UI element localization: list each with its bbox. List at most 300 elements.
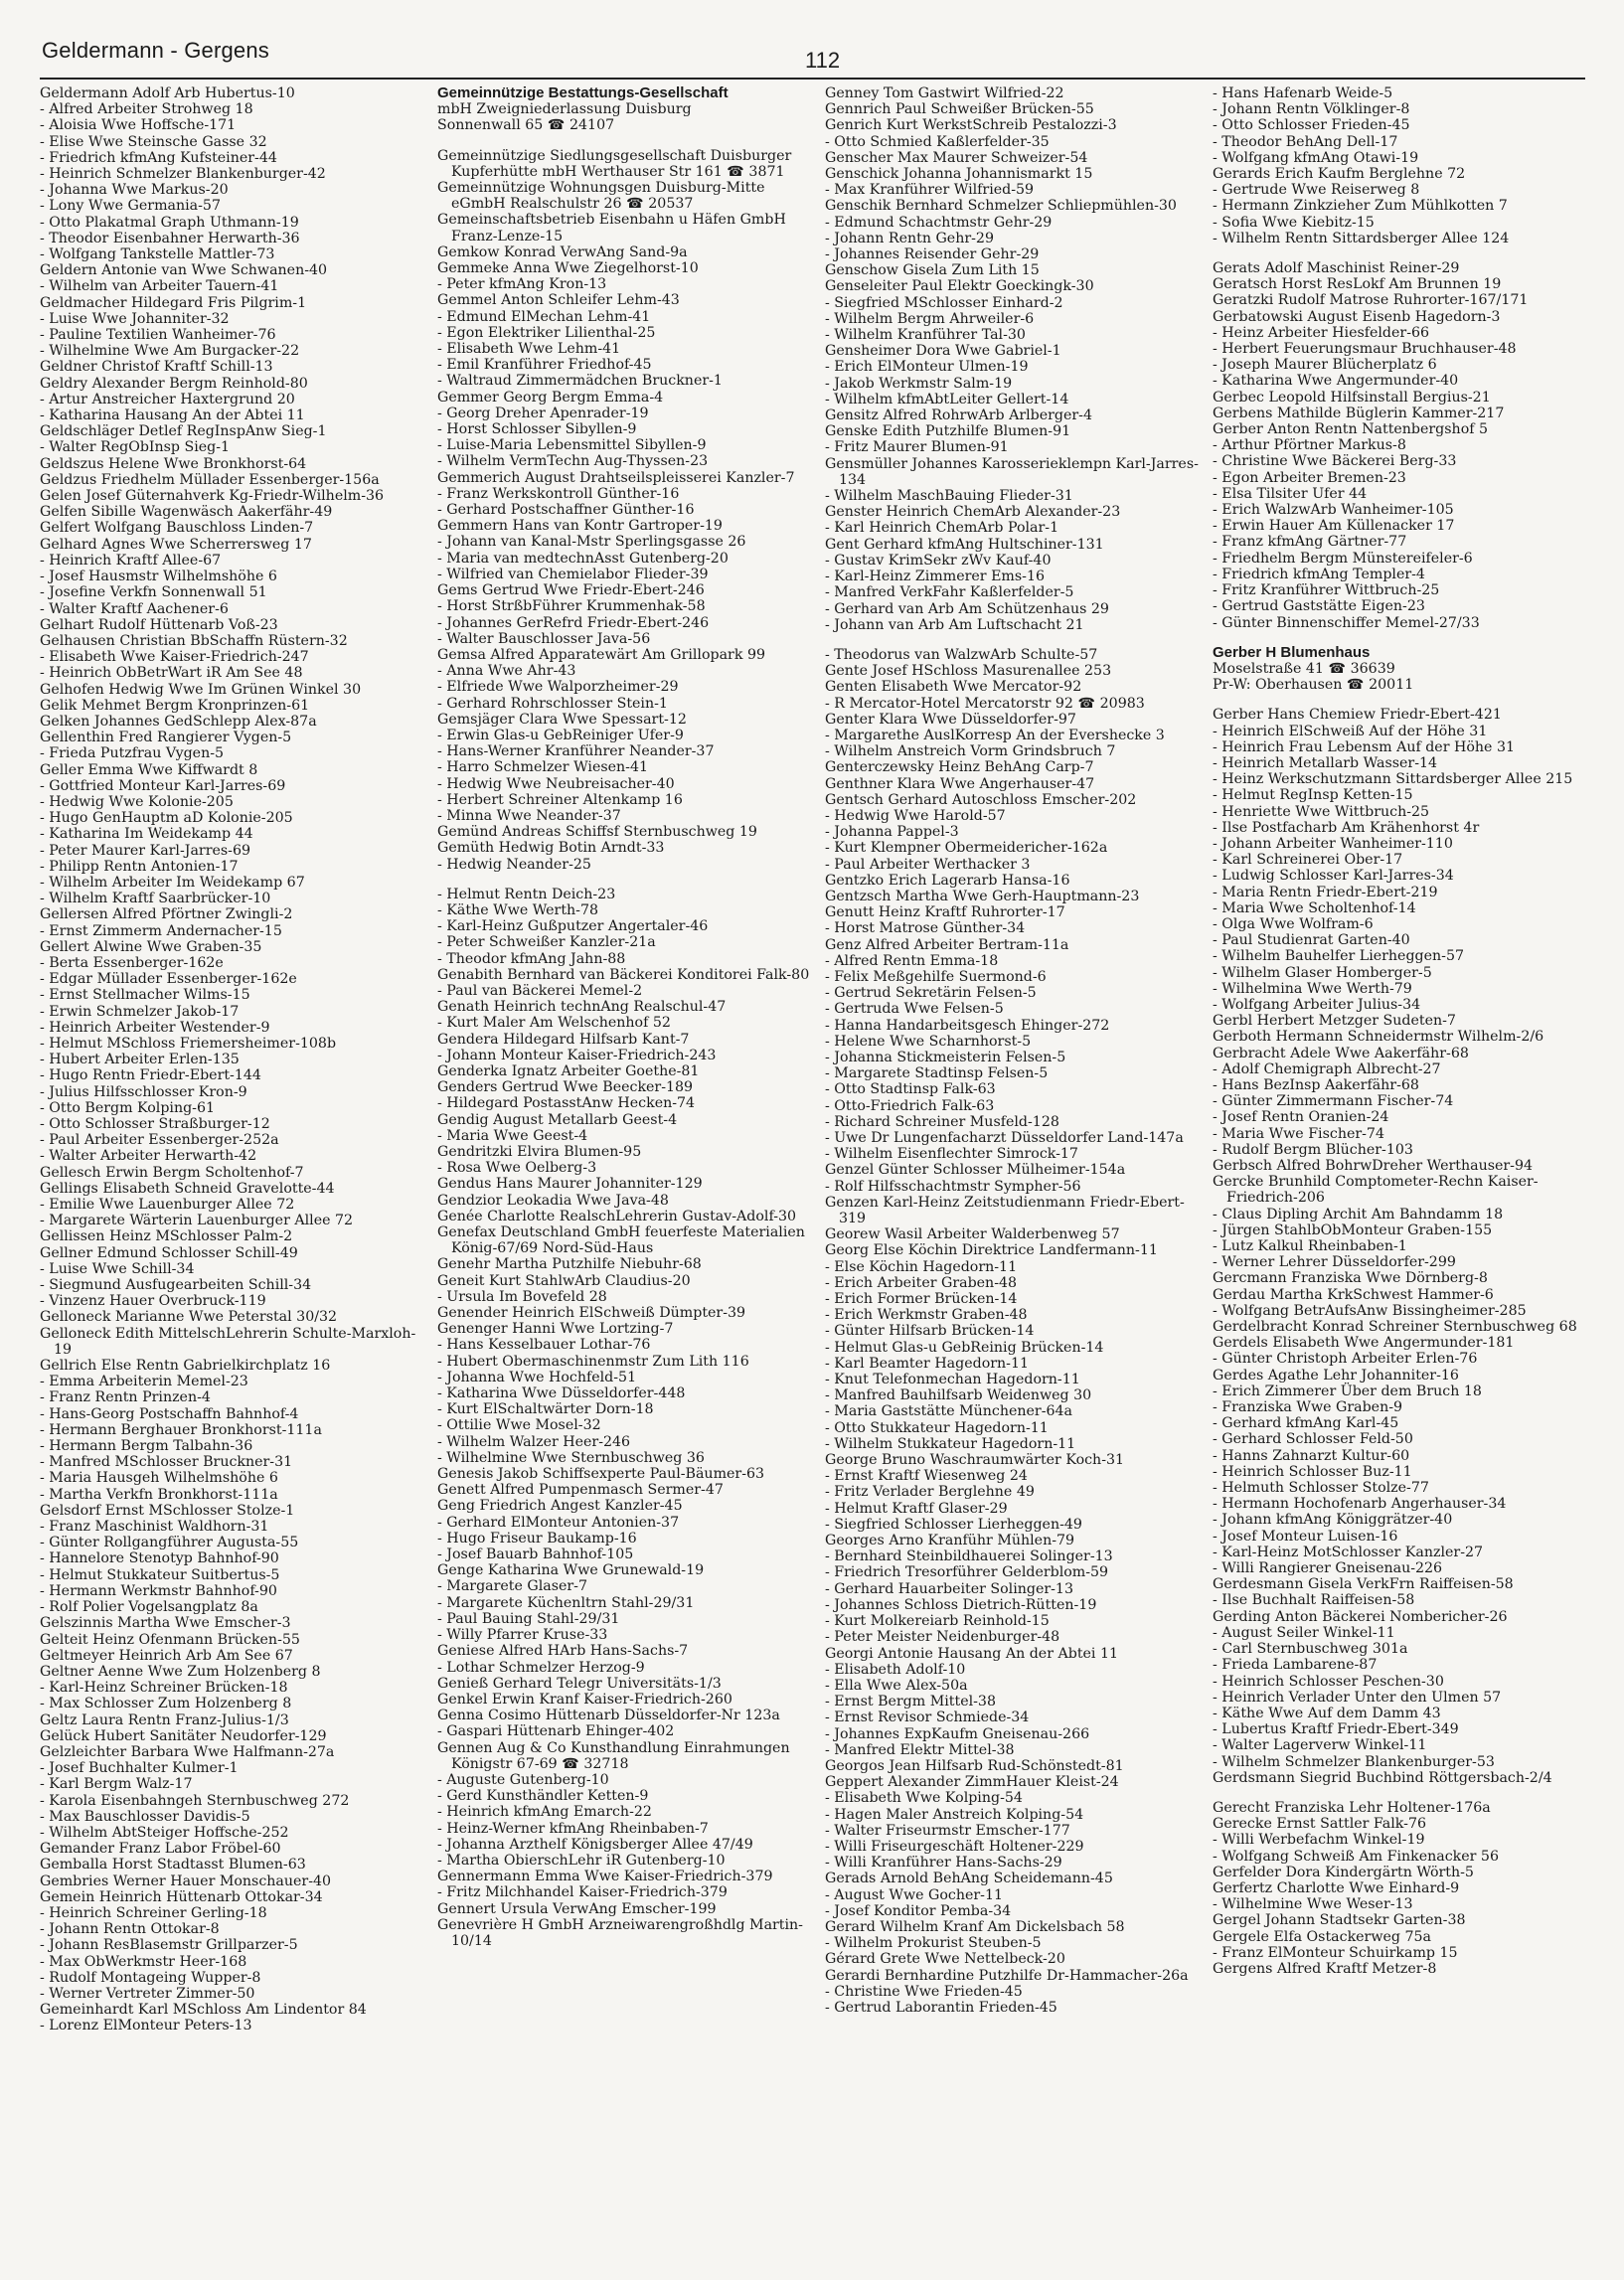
directory-entry: Genna Cosimo Hüttenarb Düsseldorfer-Nr 123a: [437, 1708, 780, 1724]
directory-entry: - Friedhelm Bergm Münstereifeler-6: [1213, 550, 1473, 567]
directory-entry: Gerbsch Alfred BohrwDreher Werthauser-94: [1213, 1158, 1534, 1174]
directory-entry: - Margarete Glaser-7: [437, 1578, 588, 1595]
directory-entry: - Peter kfmAng Kron-13: [437, 276, 607, 293]
directory-entry: Gerbl Herbert Metzger Sudeten-7: [1213, 1013, 1456, 1030]
directory-entry: - Walter Friseurmstr Emscher-177: [825, 1822, 1070, 1839]
directory-entry: - Maria Rentn Friedr-Ebert-219: [1213, 884, 1438, 900]
directory-entry: - Kurt ElSchaltwärter Dorn-18: [437, 1401, 654, 1418]
directory-entry: - Maria Wwe Fischer-74: [1213, 1125, 1384, 1142]
directory-entry: Moselstraße 41 ☎ 36639: [1213, 660, 1395, 677]
directory-entry: - Wilhelmine Wwe Weser-13: [1213, 1896, 1413, 1913]
directory-entry: Georgi Antonie Hausang An der Abtei 11: [825, 1645, 1119, 1662]
directory-entry: Gerdsmann Siegrid Buchbind Röttgersbach-2/4: [1213, 1769, 1552, 1786]
directory-entry: - Walter Arbeiter Herwarth-42: [40, 1148, 257, 1165]
directory-entry: Genthner Klara Wwe Angerhauser-47: [825, 775, 1095, 792]
directory-entry: - Rudolf Bergm Blücher-103: [1213, 1141, 1413, 1158]
directory-entry: - Heinrich ObBetrWart iR Am See 48: [40, 665, 303, 682]
directory-entry: Gemmerich August Drahtseilspleisserei Kanzler-7: [437, 469, 795, 486]
directory-entry: - Margarethe AuslKorresp An der Evershecke 3: [825, 727, 1165, 743]
directory-entry: Pr-W: Oberhausen ☎ 20011: [1213, 677, 1414, 694]
directory-entry: Genge Katharina Wwe Grunewald-19: [437, 1562, 705, 1579]
directory-entry: - Hugo GenHauptm aD Kolonie-205: [40, 810, 293, 827]
directory-entry: - Wilhelm Anstreich Vorm Grindsbruch 7: [825, 743, 1116, 760]
directory-entry: - Helene Wwe Scharnhorst-5: [825, 1033, 1032, 1050]
directory-entry: - Heinrich kfmAng Emarch-22: [437, 1804, 652, 1821]
directory-entry: - Otto Schlosser Frieden-45: [1213, 117, 1410, 134]
directory-entry: - Max Schlosser Zum Holzenberg 8: [40, 1696, 292, 1712]
directory-entry: - Wilhelm Glaser Homberger-5: [1213, 964, 1432, 981]
directory-entry: - August Wwe Gocher-11: [825, 1886, 1004, 1903]
directory-entry: Gemeinhardt Karl MSchloss Am Lindentor 84: [40, 2002, 367, 2019]
directory-entry: Genath Heinrich technAng Realschul-47: [437, 999, 727, 1016]
directory-entry: - Gertrud Gaststätte Eigen-23: [1213, 598, 1425, 615]
directory-entry: - Wolfgang Schweiß Am Finkenacker 56: [1213, 1848, 1499, 1865]
directory-entry: - Harro Schmelzer Wiesen-41: [437, 759, 649, 776]
directory-entry: - Lubertus Kraftf Friedr-Ebert-349: [1213, 1721, 1459, 1738]
directory-entry: - Richard Schreiner Musfeld-128: [825, 1113, 1059, 1130]
directory-entry: - Heinrich ElSchweiß Auf der Höhe 31: [1213, 723, 1488, 739]
directory-entry: - Karl Bergm Walz-17: [40, 1776, 193, 1793]
directory-entry: Genders Gertrud Wwe Beecker-189: [437, 1079, 694, 1096]
directory-entry: - Auguste Gutenberg-10: [437, 1771, 609, 1788]
directory-entry: Gerards Erich Kaufm Berglehne 72: [1213, 166, 1466, 183]
column-3: [825, 85, 1208, 2267]
directory-entry: - Willi Kranführer Hans-Sachs-29: [825, 1855, 1062, 1872]
directory-entry: - Karl-Heinz Gußputzer Angertaler-46: [437, 918, 709, 935]
directory-entry: - Johann ResBlasemstr Grillparzer-5: [40, 1937, 298, 1954]
directory-entry: Gemeinnützige Siedlungsgesellschaft Duisburger Kupferhütte mbH Werthauser Str 161 ☎ 3871: [437, 147, 796, 180]
directory-entry: Genterczewsky Heinz BehAng Carp-7: [825, 759, 1094, 776]
directory-entry: - Ernst Bergm Mittel-38: [825, 1694, 996, 1710]
directory-entry: - Günter Zimmermann Fischer-74: [1213, 1093, 1454, 1110]
directory-entry: Gérard Grete Wwe Nettelbeck-20: [825, 1951, 1065, 1968]
directory-entry: - Hugo Rentn Friedr-Ebert-144: [40, 1067, 261, 1084]
directory-entry: - Hedwig Wwe Harold-57: [825, 807, 1006, 824]
directory-entry: Genzen Karl-Heinz Zeitstudienmann Friedr-Ebert-319: [825, 1194, 1185, 1227]
directory-entry: - Hans-Werner Kranführer Neander-37: [437, 743, 715, 760]
directory-entry: Geldry Alexander Bergm Reinhold-80: [40, 375, 308, 392]
directory-entry: Gembries Werner Hauer Monschauer-40: [40, 1873, 332, 1889]
directory-entry: - Maria Hausgeh Wilhelmshöhe 6: [40, 1470, 278, 1487]
directory-entry: - Karola Eisenbahngeh Sternbuschweg 272: [40, 1792, 350, 1809]
directory-entry: - Käthe Wwe Auf dem Damm 43: [1213, 1705, 1441, 1721]
directory-entry: - Erich Werkmstr Graben-48: [825, 1307, 1028, 1324]
directory-entry: - Hedwig Neander-25: [437, 856, 591, 873]
directory-entry: - Josef Buchhalter Kulmer-1: [40, 1760, 239, 1777]
directory-entry: Gemmeke Anna Wwe Ziegelhorst-10: [437, 260, 699, 277]
directory-entry: - Else Köchin Hagedorn-11: [825, 1258, 1018, 1275]
directory-entry: Genée Charlotte RealschLehrerin Gustav-Adolf-30: [437, 1208, 797, 1224]
directory-entry: - Claus Dipling Archit Am Bahndamm 18: [1213, 1206, 1504, 1222]
directory-entry: Gelik Mehmet Bergm Kronprinzen-61: [40, 697, 310, 714]
directory-entry: Gerats Adolf Maschinist Reiner-29: [1213, 260, 1460, 277]
directory-entry: - Philipp Rentn Antonien-17: [40, 858, 239, 875]
directory-entry: - Elise Wwe Steinsche Gasse 32: [40, 133, 267, 150]
entry-gap: [1213, 693, 1590, 707]
directory-entry: - Johannes ExpKaufm Gneisenau-266: [825, 1725, 1090, 1742]
directory-entry: Georges Arno Kranführ Mühlen-79: [825, 1533, 1075, 1549]
directory-entry: - Heinrich Schlosser Buz-11: [1213, 1463, 1412, 1480]
directory-entry: - Luise-Maria Lebensmittel Sibyllen-9: [437, 437, 707, 454]
directory-entry: - Günter Hilfsarb Brücken-14: [825, 1323, 1035, 1340]
directory-entry: - Gerhard Hauarbeiter Solinger-13: [825, 1580, 1073, 1597]
directory-entry: - Johannes GerRefrd Friedr-Ebert-246: [437, 614, 710, 631]
directory-entry: - Maria Gaststätte Münchener-64a: [825, 1403, 1073, 1420]
directory-entry: Gelück Hubert Sanitäter Neudorfer-129: [40, 1727, 327, 1744]
directory-entry: - Peter Schweißer Kanzler-21a: [437, 934, 656, 951]
directory-entry: - Karl Schreinerei Ober-17: [1213, 852, 1403, 869]
directory-entry: - Karl-Heinz MotSchlosser Kanzler-27: [1213, 1544, 1484, 1560]
directory-entry: - Artur Anstreicher Haxtergrund 20: [40, 391, 295, 407]
directory-entry: - Waltraud Zimmermädchen Bruckner-1: [437, 373, 723, 390]
directory-entry: - Hermann Hochofenarb Angerhauser-34: [1213, 1496, 1507, 1513]
directory-entry: Gelken Johannes GedSchlepp Alex-87a: [40, 713, 317, 730]
directory-entry: Gendus Hans Maurer Johanniter-129: [437, 1176, 703, 1193]
directory-entry: - Elisabeth Wwe Kaiser-Friedrich-247: [40, 649, 309, 666]
directory-entry: - Willi Friseurgeschäft Holtener-229: [825, 1838, 1084, 1855]
directory-entry: - Gustav KrimSekr zWv Kauf-40: [825, 552, 1052, 569]
directory-entry: Genschow Gisela Zum Lith 15: [825, 262, 1040, 279]
directory-entry: - Edmund ElMechan Lehm-41: [437, 308, 651, 325]
directory-entry: Gemander Franz Labor Fröbel-60: [40, 1841, 281, 1858]
directory-entry: Georgos Jean Hilfsarb Rud-Schönstedt-81: [825, 1757, 1124, 1774]
directory-entry: Gendig August Metallarb Geest-4: [437, 1111, 678, 1128]
directory-entry: - Franz Rentn Prinzen-4: [40, 1389, 211, 1406]
directory-entry: - Peter Maurer Karl-Jarres-69: [40, 842, 250, 859]
directory-entry: Genseleiter Paul Elektr Goeckingk-30: [825, 278, 1094, 295]
directory-entry: - Heinrich Schmelzer Blankenburger-42: [40, 166, 326, 183]
directory-entry: Gendera Hildegard Hilfsarb Kant-7: [437, 1031, 690, 1048]
directory-entry: - Egon Elektriker Lilienthal-25: [437, 324, 656, 341]
directory-entry: Genesis Jakob Schiffsexperte Paul-Bäumer-63: [437, 1466, 765, 1483]
directory-entry: - Knut Telefonmechan Hagedorn-11: [825, 1372, 1080, 1388]
directory-entry: Georg Else Köchin Direktrice Landfermann-11: [825, 1242, 1158, 1259]
directory-entry: - Hans Hafenarb Weide-5: [1213, 85, 1393, 101]
directory-entry: Gems Gertrud Wwe Friedr-Ebert-246: [437, 582, 705, 599]
directory-entry: - Manfred MSchlosser Bruckner-31: [40, 1454, 293, 1471]
directory-entry: mbH Zweigniederlassung Duisburg: [437, 101, 692, 118]
directory-entry: - Carl Sternbuschweg 301a: [1213, 1641, 1408, 1658]
directory-entry: - Josef Rentn Oranien-24: [1213, 1109, 1389, 1126]
directory-entry: Gellissen Heinz MSchlosser Palm-2: [40, 1228, 293, 1245]
directory-entry: - Paul Bauing Stahl-29/31: [437, 1610, 620, 1627]
directory-entry: - Wilhelm MaschBauing Flieder-31: [825, 488, 1073, 505]
directory-entry: - Fritz Milchhandel Kaiser-Friedrich-379: [437, 1884, 728, 1901]
directory-entry: - Katharina Hausang An der Abtei 11: [40, 407, 305, 424]
directory-entry: - Friedrich kfmAng Kufsteiner-44: [40, 149, 277, 166]
directory-entry: - Jürgen StahlbObMonteur Graben-155: [1213, 1221, 1493, 1238]
directory-entry: - Wilhelm Walzer Heer-246: [437, 1433, 631, 1450]
directory-entry: Gelfen Sibille Wagenwäsch Aakerfähr-49: [40, 504, 333, 521]
directory-entry: - Josefine Verkfn Sonnenwall 51: [40, 584, 267, 601]
directory-entry: Genscher Max Maurer Schweizer-54: [825, 149, 1088, 166]
directory-entry: Gercmann Franziska Wwe Dörnberg-8: [1213, 1270, 1488, 1287]
directory-entry: - Hannelore Stenotyp Bahnhof-90: [40, 1550, 279, 1567]
directory-entry: - Johann kfmAng Königgrätzer-40: [1213, 1512, 1453, 1529]
directory-entry: - Wilhelm Bergm Ahrweiler-6: [825, 310, 1035, 327]
directory-entry: - Lorenz ElMonteur Peters-13: [40, 2018, 252, 2035]
directory-entry: - Edmund Schachtmstr Gehr-29: [825, 214, 1053, 231]
directory-entry: - Elisabeth Wwe Lehm-41: [437, 341, 621, 358]
directory-entry: - Helmut Kraftf Glaser-29: [825, 1500, 1008, 1517]
directory-entry: - Theodor BehAng Dell-17: [1213, 133, 1398, 150]
directory-entry: Gerber Anton Rentn Nattenbergshof 5: [1213, 421, 1489, 438]
directory-entry: - Ernst Stellmacher Wilms-15: [40, 987, 250, 1004]
directory-entry: - Karl-Heinz Zimmerer Ems-16: [825, 569, 1046, 585]
page-number: 112: [805, 48, 841, 73]
directory-entry: - Horst StrßbFührer Krummenhak-58: [437, 598, 706, 615]
directory-entry: - Ursula Im Bovefeld 28: [437, 1288, 607, 1305]
directory-entry: - Rosa Wwe Oelberg-3: [437, 1160, 597, 1177]
directory-entry: - Heinrich Verlader Unter den Ulmen 57: [1213, 1689, 1502, 1706]
directory-entry: - Otto Schlosser Straßburger-12: [40, 1116, 270, 1132]
directory-entry: Genabith Bernhard van Bäckerei Konditorei Falk-80: [437, 966, 810, 983]
directory-entry: Genieß Gerhard Telegr Universitäts-1/3: [437, 1675, 722, 1692]
directory-entry: Gerber Hans Chemiew Friedr-Ebert-421: [1213, 707, 1502, 724]
directory-entry: - Günter Rollgangführer Augusta-55: [40, 1535, 299, 1551]
directory-entry: - Heinz Werkschutzmann Sittardsberger Allee 215: [1213, 771, 1573, 788]
directory-entry: Gemsjäger Clara Wwe Spessart-12: [437, 711, 687, 728]
running-head: Geldermann - Gergens: [42, 38, 269, 63]
directory-entry: Genzel Günter Schlosser Mülheimer-154a: [825, 1162, 1126, 1179]
directory-entry: - Emma Arbeiterin Memel-23: [40, 1374, 248, 1390]
directory-entry: Gelfert Wolfgang Bauschloss Linden-7: [40, 520, 314, 537]
directory-entry: Gellrich Else Rentn Gabrielkirchplatz 16: [40, 1358, 331, 1375]
directory-entry: Gerecke Ernst Sattler Falk-76: [1213, 1816, 1427, 1833]
directory-entry: - Otto Schmied Kaßlerfelder-35: [825, 133, 1050, 150]
directory-entry: - Wilhelm Kranführer Tal-30: [825, 327, 1026, 344]
directory-entry: - Franz Werkskontroll Günther-16: [437, 485, 680, 502]
directory-entry: - Otto-Friedrich Falk-63: [825, 1097, 995, 1114]
directory-entry: Gendzior Leokadia Wwe Java-48: [437, 1192, 669, 1209]
directory-entry: - August Seiler Winkel-11: [1213, 1624, 1395, 1641]
directory-entry: - Gerhard ElMonteur Antonien-37: [437, 1514, 680, 1531]
directory-entry: Gerber H Blumenhaus: [1213, 643, 1371, 661]
entry-gap: [825, 633, 1208, 647]
directory-entry: - Gertrud Laborantin Frieden-45: [825, 1999, 1057, 2016]
directory-entry: Gellert Alwine Wwe Graben-35: [40, 938, 262, 955]
directory-entry: - Theodor Eisenbahner Herwarth-36: [40, 230, 300, 246]
directory-entry: - Franziska Wwe Graben-9: [1213, 1399, 1403, 1416]
directory-entry: - Gerhard Rohrschlosser Stein-1: [437, 695, 668, 712]
directory-entry: Gente Josef HSchloss Masurenallee 253: [825, 663, 1112, 680]
directory-entry: - Margarete Wärterin Lauenburger Allee 72: [40, 1213, 354, 1229]
directory-entry: - Karl Beamter Hagedorn-11: [825, 1355, 1030, 1372]
directory-entry: - Ottilie Wwe Mosel-32: [437, 1417, 601, 1434]
directory-entry: - Johannes Reisender Gehr-29: [825, 246, 1040, 263]
directory-entry: Gemmel Anton Schleifer Lehm-43: [437, 292, 680, 309]
directory-entry: - Siegmund Ausfugearbeiten Schill-34: [40, 1277, 312, 1294]
directory-entry: - Wilhelm Bauhelfer Lierheggen-57: [1213, 948, 1464, 965]
directory-entry: - Hugo Friseur Baukamp-16: [437, 1530, 637, 1547]
directory-entry: - Gerhard kfmAng Karl-45: [1213, 1415, 1399, 1432]
directory-entry: Geneit Kurt StahlwArb Claudius-20: [437, 1272, 691, 1289]
directory-entry: - Heinrich Schlosser Peschen-30: [1213, 1673, 1444, 1690]
directory-entry: - Margarete Stadtinsp Felsen-5: [825, 1065, 1049, 1082]
directory-entry: Gemünd Andreas Schiffsf Sternbuschweg 19: [437, 824, 757, 841]
directory-entry: - Günter Binnenschiffer Memel-27/33: [1213, 614, 1480, 631]
directory-entry: - Gottfried Monteur Karl-Jarres-69: [40, 777, 286, 794]
directory-entry: - Katharina Wwe Angermunder-40: [1213, 373, 1459, 390]
directory-entry: Gerfertz Charlotte Wwe Einhard-9: [1213, 1879, 1460, 1896]
column-1: [40, 85, 422, 2267]
directory-entry: Genter Klara Wwe Düsseldorfer-97: [825, 711, 1076, 728]
directory-entry: - Paul Arbeiter Essenberger-252a: [40, 1132, 279, 1149]
directory-entry: - Maria Wwe Geest-4: [437, 1127, 588, 1144]
directory-entry: - Erich Arbeiter Graben-48: [825, 1274, 1018, 1291]
directory-entry: Gerardi Bernhardine Putzhilfe Dr-Hammacher-26a: [825, 1967, 1189, 1984]
entry-gap: [437, 134, 820, 148]
directory-entry: - Wilhelm van Arbeiter Tauern-41: [40, 278, 279, 295]
directory-entry: - Hanns Zahnarzt Kultur-60: [1213, 1447, 1410, 1464]
entry-gap: [1213, 1786, 1590, 1800]
directory-entry: - Felix Meßgehilfe Suermond-6: [825, 968, 1047, 985]
directory-entry: Gennrich Paul Schweißer Brücken-55: [825, 101, 1094, 118]
directory-entry: - Erwin Schmelzer Jakob-17: [40, 1003, 240, 1020]
directory-entry: - Maria Wwe Scholtenhof-14: [1213, 899, 1416, 916]
directory-entry: - Anna Wwe Ahr-43: [437, 663, 576, 680]
directory-entry: Gellings Elisabeth Schneid Gravelotte-44: [40, 1180, 335, 1197]
directory-entry: - Gertrud Sekretärin Felsen-5: [825, 985, 1037, 1002]
directory-entry: - Henriette Wwe Wittbruch-25: [1213, 803, 1430, 820]
directory-entry: Geltmeyer Heinrich Arb Am See 67: [40, 1647, 293, 1664]
directory-entry: - Josef Bauarb Bahnhof-105: [437, 1547, 634, 1563]
directory-entry: - Heinrich Metallarb Wasser-14: [1213, 754, 1438, 771]
directory-entry: Gensmüller Johannes Karosserieklempn Karl-Jarres-134: [825, 455, 1199, 488]
directory-entry: - Lothar Schmelzer Herzog-9: [437, 1659, 645, 1676]
directory-entry: - Katharina Im Weidekamp 44: [40, 826, 253, 843]
directory-entry: Genenger Hanni Wwe Lortzing-7: [437, 1321, 674, 1338]
directory-entry: - Alfred Arbeiter Strohweg 18: [40, 101, 253, 118]
directory-entry: - Pauline Textilien Wanheimer-76: [40, 327, 276, 344]
directory-entry: - Johanna Pappel-3: [825, 824, 959, 841]
directory-entry: Geldmacher Hildegard Fris Pilgrim-1: [40, 294, 307, 311]
directory-entry: - Wilhelmine Wwe Am Burgacker-22: [40, 343, 300, 360]
directory-entry: Gemüth Hedwig Botin Arndt-33: [437, 840, 665, 857]
directory-entry: - Emilie Wwe Lauenburger Allee 72: [40, 1197, 295, 1214]
directory-entry: Geppert Alexander ZimmHauer Kleist-24: [825, 1774, 1119, 1791]
page-header: [40, 38, 1585, 80]
directory-entry: - Johann van Arb Am Luftschacht 21: [825, 616, 1084, 633]
directory-entry: - Heinz-Werner kfmAng Rheinbaben-7: [437, 1820, 709, 1837]
directory-entry: - Gaspari Hüttenarb Ehinger-402: [437, 1723, 675, 1740]
directory-entry: - Erich ElMonteur Ulmen-19: [825, 359, 1029, 376]
directory-entry: - Johanna Stickmeisterin Felsen-5: [825, 1049, 1066, 1065]
directory-entry: - Heinz Arbeiter Hiesfelder-66: [1213, 324, 1430, 341]
directory-entry: Gemkow Konrad VerwAng Sand-9a: [437, 244, 688, 260]
directory-entry: - Theodor kfmAng Jahn-88: [437, 950, 626, 967]
directory-entry: - Hermann Berghauer Bronkhorst-111a: [40, 1421, 322, 1438]
directory-entry: - Hans Kesselbauer Lothar-76: [437, 1337, 651, 1354]
directory-entry: - Uwe Dr Lungenfacharzt Düsseldorfer Land-147a: [825, 1130, 1184, 1146]
directory-entry: - Helmut Glas-u GebReinig Brücken-14: [825, 1339, 1104, 1356]
directory-entry: Gentsch Gerhard Autoschloss Emscher-202: [825, 791, 1137, 808]
column-2: [437, 85, 820, 2267]
directory-entry: - Friedrich kfmAng Templer-4: [1213, 566, 1425, 582]
directory-entry: Genten Elisabeth Wwe Mercator-92: [825, 679, 1082, 696]
directory-entry: - Heinrich Arbeiter Westender-9: [40, 1019, 270, 1036]
directory-entry: Gelzleichter Barbara Wwe Halfmann-27a: [40, 1743, 335, 1760]
directory-entry: Geltz Laura Rentn Franz-Julius-1/3: [40, 1711, 289, 1728]
directory-entry: - Hedwig Wwe Kolonie-205: [40, 793, 234, 810]
directory-entry: Gerdelbracht Konrad Schreiner Sternbuschweg 68: [1213, 1319, 1577, 1336]
directory-entry: Genster Heinrich ChemArb Alexander-23: [825, 504, 1121, 521]
directory-entry: - Johann Arbeiter Wanheimer-110: [1213, 835, 1453, 852]
directory-entry: - Kurt Klempner Obermeidericher-162a: [825, 840, 1108, 857]
directory-entry: Gellersen Alfred Pförtner Zwingli-2: [40, 906, 293, 923]
directory-entry: - R Mercator-Hotel Mercatorstr 92 ☎ 20983: [825, 695, 1145, 712]
directory-entry: Gerbatowski August Eisenb Hagedorn-3: [1213, 308, 1501, 325]
directory-entry: - Katharina Wwe Düsseldorfer-448: [437, 1385, 686, 1402]
directory-entry: Geller Emma Wwe Kiffwardt 8: [40, 761, 258, 778]
directory-entry: - Manfred Bauhilfsarb Weidenweg 30: [825, 1387, 1092, 1404]
directory-entry: - Wolfgang Tankstelle Mattler-73: [40, 246, 275, 263]
directory-entry: - Johanna Arzthelf Königsberger Allee 47/49: [437, 1836, 753, 1853]
directory-entry: - Franz Maschinist Waldhorn-31: [40, 1519, 269, 1536]
directory-entry: - Fritz Maurer Blumen-91: [825, 439, 1009, 456]
directory-entry: Gelszinnis Martha Wwe Emscher-3: [40, 1615, 291, 1632]
directory-entry: Gentzko Erich Lagerarb Hansa-16: [825, 872, 1070, 889]
directory-entry: Gerboth Hermann Schneidermstr Wilhelm-2/6: [1213, 1029, 1544, 1046]
directory-entry: Genderka Ignatz Arbeiter Goethe-81: [437, 1062, 700, 1079]
directory-entry: Gelhart Rudolf Hüttenarb Voß-23: [40, 616, 278, 633]
directory-entry: Geltner Aenne Wwe Zum Holzenberg 8: [40, 1663, 321, 1680]
directory-entry: - Josef Monteur Luisen-16: [1213, 1528, 1398, 1545]
directory-entry: - Johanna Wwe Hochfeld-51: [437, 1369, 637, 1385]
directory-entry: - Luise Wwe Schill-34: [40, 1260, 195, 1277]
directory-entry: Gergele Elfa Ostackerweg 75a: [1213, 1928, 1431, 1945]
directory-entry: - Wilfried van Chemielabor Flieder-39: [437, 566, 709, 582]
directory-entry: Genefax Deutschland GmbH feuerfeste Materialien König-67/69 Nord-Süd-Haus: [437, 1224, 810, 1257]
directory-entry: - Sofia Wwe Kiebitz-15: [1213, 214, 1375, 231]
directory-entry: - Kurt Maler Am Welschenhof 52: [437, 1015, 671, 1032]
directory-entry: Geratsch Horst ResLokf Am Brunnen 19: [1213, 276, 1502, 293]
directory-entry: - Christine Wwe Bäckerei Berg-33: [1213, 453, 1457, 470]
directory-entry: Gerbec Leopold Hilfsinstall Bergius-21: [1213, 389, 1491, 406]
directory-entry: Gerbens Mathilde Büglerin Kammer-217: [1213, 405, 1505, 421]
directory-entry: Gelhofen Hedwig Wwe Im Grünen Winkel 30: [40, 681, 362, 698]
directory-entry: - Hagen Maler Anstreich Kolping-54: [825, 1806, 1084, 1823]
directory-entry: Geldern Antonie van Wwe Schwanen-40: [40, 262, 328, 279]
directory-entry: Gerdesmann Gisela VerkFrn Raiffeisen-58: [1213, 1576, 1514, 1593]
directory-entry: - Elisabeth Adolf-10: [825, 1661, 966, 1678]
directory-entry: - Ernst Revisor Schmiede-34: [825, 1710, 1030, 1726]
directory-entry: - Rolf Hilfsschachtmstr Sympher-56: [825, 1178, 1081, 1195]
directory-entry: - Georg Dreher Apenrader-19: [437, 405, 649, 421]
directory-entry: - Johann van Kanal-Mstr Sperlingsgasse 26: [437, 534, 746, 551]
directory-entry: - Martha ObierschLehr iR Gutenberg-10: [437, 1852, 726, 1869]
directory-entry: - Erich Former Brücken-14: [825, 1291, 1018, 1308]
directory-entry: Genske Edith Putzhilfe Blumen-91: [825, 423, 1071, 440]
directory-entry: - Willi Rangierer Gneisenau-226: [1213, 1560, 1443, 1577]
directory-entry: - Hans-Georg Postschaffn Bahnhof-4: [40, 1405, 299, 1422]
directory-entry: Genschick Johanna Johannismarkt 15: [825, 166, 1093, 183]
directory-entry: - Minna Wwe Neander-37: [437, 807, 621, 824]
directory-entry: - Joseph Maurer Blücherplatz 6: [1213, 357, 1437, 374]
directory-entry: Geratzki Rudolf Matrose Ruhrorter-167/171: [1213, 292, 1529, 309]
directory-entry: - Ilse Postfacharb Am Krähenhorst 4r: [1213, 819, 1480, 836]
directory-entry: - Franz ElMonteur Schuirkamp 15: [1213, 1944, 1458, 1961]
directory-entry: - Kurt Molkereiarb Reinhold-15: [825, 1613, 1050, 1630]
directory-entry: - Erich Zimmerer Über dem Bruch 18: [1213, 1383, 1482, 1399]
directory-entry: - Hanna Handarbeitsgesch Ehinger-272: [825, 1017, 1110, 1034]
directory-entry: - Otto Plakatmal Graph Uthmann-19: [40, 214, 299, 231]
directory-entry: - Karl-Heinz Schreiner Brücken-18: [40, 1680, 288, 1697]
directory-entry: Geldner Christof Kraftf Schill-13: [40, 359, 273, 376]
directory-entry: - Frieda Putzfrau Vygen-5: [40, 745, 225, 762]
directory-entry: - Johannes Schloss Dietrich-Rütten-19: [825, 1596, 1097, 1613]
directory-entry: Geldermann Adolf Arb Hubertus-10: [40, 85, 295, 101]
